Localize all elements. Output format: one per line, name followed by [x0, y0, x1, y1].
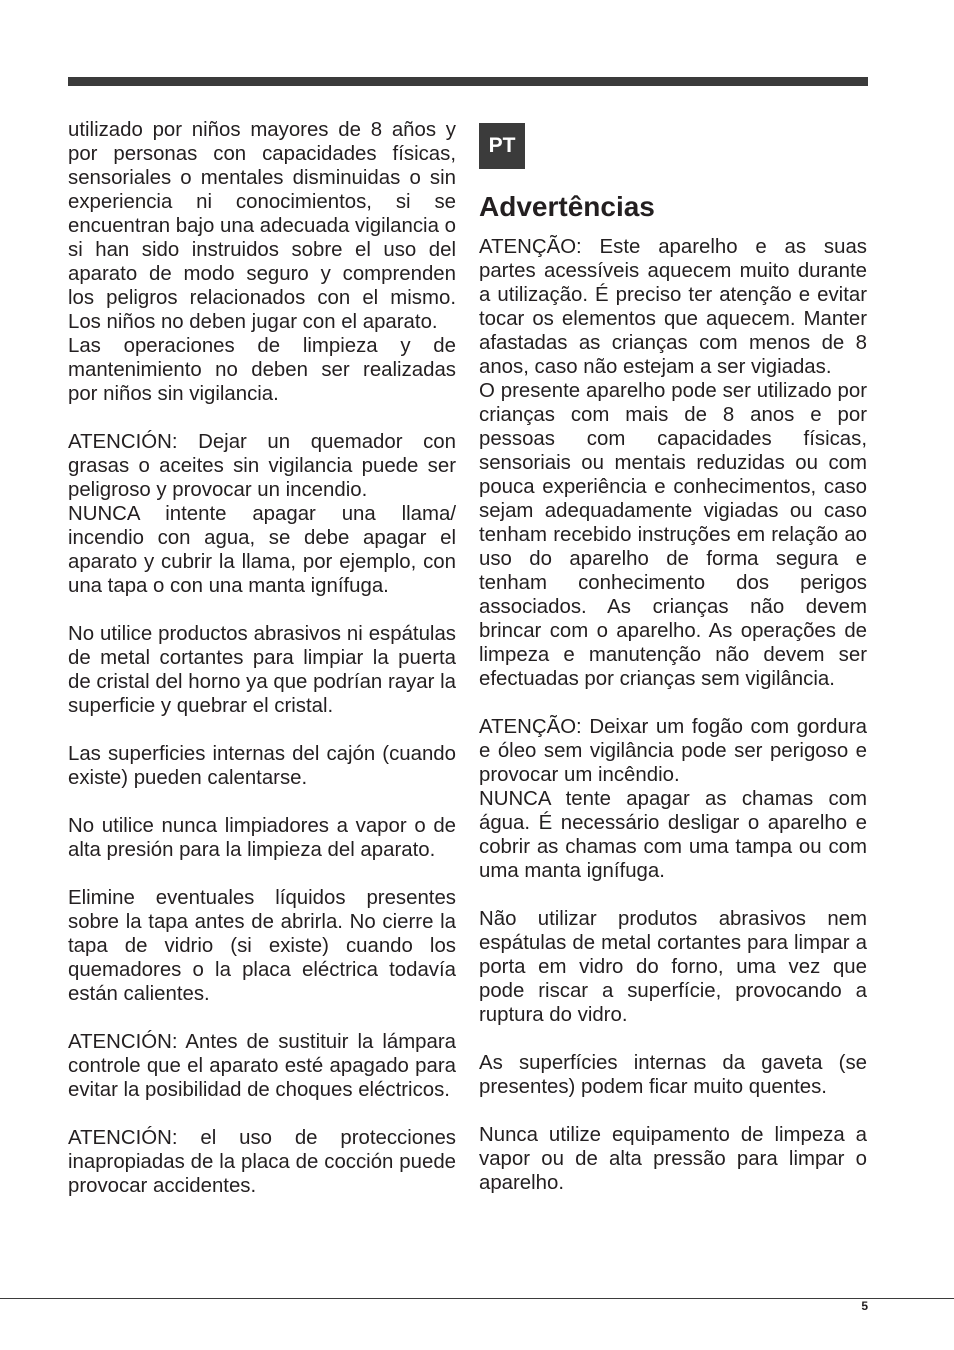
left-column: [68, 118, 456, 1198]
paragraph-es-cleaning-children: Las operaciones de limpieza y de mantenimiento no deben ser realizadas por niños sin vigilancia.: [68, 335, 456, 405]
right-column: [479, 118, 867, 1195]
paragraph-pt-fire-water: NUNCA tente apagar as chamas com água. É necessário desligar o aparelho e cobrir as chamas com uma tampa ou com uma manta ignífuga.: [479, 788, 867, 882]
paragraph-pt-children-use: O presente aparelho pode ser utilizado por crianças com mais de 8 anos e por pessoas com capacidades físicas, sensoriais ou mentais reduzidas ou com pouca experiência e conhecimentos, caso sejam adequadamente vigiadas ou caso tenham recebido instruções em relação ao uso do aparelho de forma segura e tenham conhecimento dos perigos associados. As crianças não devem brincar com o aparelho. As operações de limpeza e manutenção não devem ser efectuadas por crianças sem vigilância.: [479, 380, 867, 690]
paragraph-pt-hot-parts: ATENÇÃO: Este aparelho e as suas partes acessíveis aquecem muito durante a utilização. É preciso ter atenção e evitar tocar os elementos que aquecem. Manter afastadas as crianças com menos de 8 anos, caso não estejam a ser vigiadas.: [479, 236, 867, 378]
section-title: Advertências: [479, 191, 655, 222]
paragraph-pt-abrasive: Não utilizar produtos abrasivos nem espátulas de metal cortantes para limpar a porta em vidro do forno, uma vez que pode riscar a superfície, provocando a ruptura do vidro.: [479, 908, 867, 1026]
paragraph-pt-stove-warning: ATENÇÃO: Deixar um fogão com gordura e óleo sem vigilância pode ser perigoso e provocar um incêndio.: [479, 716, 867, 786]
paragraph-es-abrasive: No utilice productos abrasivos ni espátulas de metal cortantes para limpiar la puerta de cristal del horno ya que podrían rayar la superficie y quebrar el cristal.: [68, 623, 456, 717]
paragraph-es-steam-cleaner: No utilice nunca limpiadores a vapor o de alta presión para la limpieza del aparato.: [68, 815, 456, 861]
page-number: 5: [861, 1299, 868, 1313]
paragraph-es-lid-liquids: Elimine eventuales líquidos presentes sobre la tapa antes de abrirla. No cierre la tapa de vidrio (si existe) cuando los quemadores o la placa eléctrica todavía están calientes.: [68, 887, 456, 1005]
paragraph-es-drawer-hot: Las superficies internas del cajón (cuando existe) pueden calentarse.: [68, 743, 456, 789]
paragraph-es-children-use: utilizado por niños mayores de 8 años y por personas con capacidades físicas, sensoriales o mentales disminuidas o sin experiencia ni conocimientos, si se encuentran bajo una adecuada vigilancia o si han sido instruidos sobre el uso del aparato de modo seguro y comprenden los peligros relacionados con el mismo. Los niños no deben jugar con el aparato.: [68, 119, 456, 333]
paragraph-es-fire-water: NUNCA intente apagar una llama/ incendio con agua, se debe apagar el aparato y cubrir la llama, por ejemplo, con una tapa o con una manta ignífuga.: [68, 503, 456, 597]
paragraph-pt-drawer-hot: As superfícies internas da gaveta (se presentes) podem ficar muito quentes.: [479, 1052, 867, 1098]
footer-rule: [0, 1298, 954, 1299]
paragraph-es-lamp-warning: ATENCIÓN: Antes de sustituir la lámpara controle que el aparato esté apagado para evitar la posibilidad de choques eléctricos.: [68, 1031, 456, 1101]
language-badge: PT: [479, 123, 525, 169]
paragraph-es-burner-warning: ATENCIÓN: Dejar un quemador con grasas o aceites sin vigilancia puede ser peligroso y provocar un incendio.: [68, 431, 456, 501]
paragraph-es-hob-guards: ATENCIÓN: el uso de protecciones inapropiadas de la placa de cocción puede provocar accidentes.: [68, 1127, 456, 1197]
header-rule: [68, 77, 868, 86]
paragraph-pt-steam-cleaner: Nunca utilize equipamento de limpeza a vapor ou de alta pressão para limpar o aparelho.: [479, 1124, 867, 1194]
